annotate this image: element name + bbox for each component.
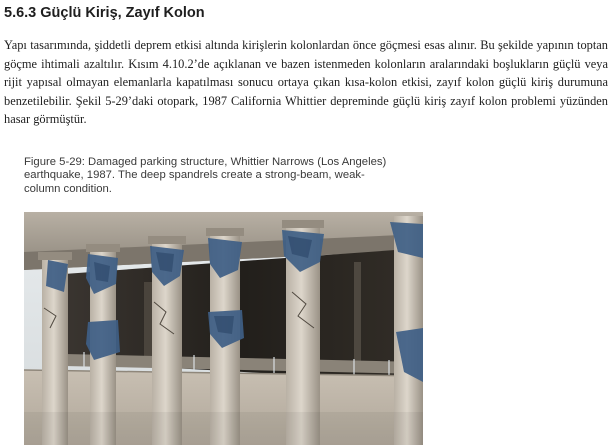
figure-caption-line-3: column condition.	[24, 182, 112, 195]
body-paragraph: Yapı tasarımında, şiddetli deprem etkisi altında kirişlerin kolonlardan önce göçmesi esas alınır. Bu şekilde yapının toptan göçme ihtimali azaltılır. Kısım 4.10.2’de açıklanan ve bazen istenmeden kolonların aralarındaki boşlukların güçlü veya rijit yapısal olmayan elemanlarla kapatılması sonucu ortaya çıkan kısa-kolon etkisi, zayıf kolon güçlü kiriş durumuna benzetilebilir. Şekil 5-29’daki otopark, 1987 California Whittier depreminde güçlü kiriş zayıf kolon problemi yüzünden hasar görmüştür.	[4, 38, 608, 127]
figure-caption-line-2: earthquake, 1987. The deep spandrels create a strong-beam, weak-	[24, 169, 365, 182]
section-title: 5.6.3 Güçlü Kiriş, Zayıf Kolon	[4, 5, 205, 21]
figure-5-29	[24, 156, 424, 445]
figure-caption	[24, 156, 424, 196]
damaged-parking-structure-photo	[24, 212, 423, 445]
figure-caption-line-1: Figure 5-29: Damaged parking structure, Whittier Narrows (Los Angeles)	[24, 156, 387, 168]
